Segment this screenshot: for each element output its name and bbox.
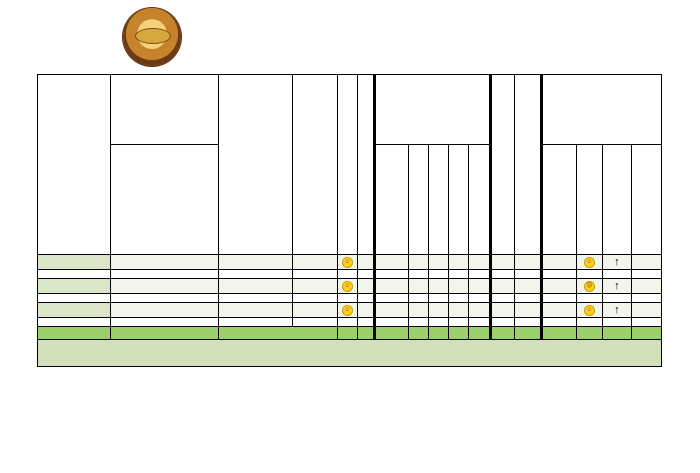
footer-fill-row (38, 340, 662, 367)
range-2-cell (428, 303, 448, 318)
range-2-cell (428, 279, 448, 294)
smiley-icon: ☺ (342, 305, 353, 316)
operation-cell (38, 255, 111, 270)
header-expected (631, 145, 662, 255)
header-total (375, 145, 408, 255)
total-cell (375, 255, 408, 270)
critique-cell (337, 279, 357, 294)
condition-cell (576, 255, 602, 270)
smiley-icon: ☺ (584, 257, 595, 268)
range-4-cell (469, 303, 490, 318)
neutral-face-icon: ☹ (584, 281, 595, 292)
level-cell (542, 255, 576, 270)
bait-cell (490, 255, 514, 270)
zone-cell (219, 279, 293, 294)
totals-range-2 (428, 327, 448, 340)
operation-cell (38, 279, 111, 294)
totals-row (38, 327, 662, 340)
total-cell (375, 279, 408, 294)
range-1-cell (408, 303, 428, 318)
fishing-report-table (37, 74, 662, 367)
totals-label (219, 327, 338, 340)
river-plate-logo (123, 8, 181, 66)
zone-cell (219, 303, 293, 318)
up-arrow-icon: ↑ (614, 280, 620, 292)
critique-cell (337, 303, 357, 318)
critique-cell (337, 255, 357, 270)
header-range-2 (428, 145, 448, 255)
level-cell (542, 279, 576, 294)
header-bait-casters (490, 75, 514, 255)
table-row (38, 303, 662, 318)
range-2-cell (428, 255, 448, 270)
header-fly-in-operation (38, 75, 111, 255)
header-guest-critiques (337, 75, 357, 255)
smiley-icon: ☺ (342, 257, 353, 268)
spacer-row (38, 294, 662, 303)
header-range-3 (449, 145, 469, 255)
totals-anglers (358, 327, 375, 340)
level-cell (542, 303, 576, 318)
fly-cell (515, 255, 542, 270)
up-arrow-icon: ↑ (614, 256, 620, 268)
header-fly-fishermen (515, 75, 542, 255)
report-rows (38, 255, 662, 327)
condition-cell (576, 279, 602, 294)
river-cell (110, 303, 218, 318)
up-arrow-icon: ↑ (614, 304, 620, 316)
expected-cell (631, 255, 662, 270)
operation-cell (38, 303, 111, 318)
range-3-cell (449, 303, 469, 318)
range-1-cell (408, 279, 428, 294)
header-fishing-zone (219, 75, 293, 255)
header-anglers (358, 75, 375, 255)
table-row (38, 255, 662, 270)
bait-cell (490, 303, 514, 318)
range-3-cell (449, 255, 469, 270)
range-4-cell (469, 255, 490, 270)
tendency-cell (603, 279, 631, 294)
fly-cell (515, 279, 542, 294)
totals-range-4 (469, 327, 490, 340)
anglers-cell (358, 279, 375, 294)
total-cell (375, 303, 408, 318)
river-cell (110, 279, 218, 294)
condition-cell (576, 303, 602, 318)
smiley-icon: ☺ (584, 305, 595, 316)
leader-cell (293, 255, 338, 270)
range-4-cell (469, 279, 490, 294)
totals-range-3 (449, 327, 469, 340)
leader-cell (293, 279, 338, 294)
header-water-levels (542, 75, 662, 145)
anglers-cell (358, 303, 375, 318)
tendency-cell (603, 255, 631, 270)
zone-cell (219, 255, 293, 270)
header-tally (375, 75, 490, 145)
header-actual-level (542, 145, 576, 255)
smiley-icon: ☺ (342, 281, 353, 292)
anglers-cell (358, 255, 375, 270)
expected-cell (631, 303, 662, 318)
totals-total (375, 327, 408, 340)
leader-cell (293, 303, 338, 318)
table-row (38, 279, 662, 294)
fly-cell (515, 303, 542, 318)
bait-cell (490, 279, 514, 294)
header-tendency (603, 145, 631, 255)
expected-cell (631, 279, 662, 294)
header-actual-condition (576, 145, 602, 255)
header-range-1 (408, 145, 428, 255)
range-1-cell (408, 255, 428, 270)
range-3-cell (449, 279, 469, 294)
fish-icon (135, 28, 171, 44)
header-range-4 (469, 145, 490, 255)
totals-range-1 (408, 327, 428, 340)
spacer-row (38, 270, 662, 279)
tendency-cell (603, 303, 631, 318)
header-party-leader (293, 75, 338, 255)
river-cell (110, 255, 218, 270)
header-report-title (110, 75, 218, 145)
header-river (110, 145, 218, 255)
spacer-row (38, 318, 662, 327)
